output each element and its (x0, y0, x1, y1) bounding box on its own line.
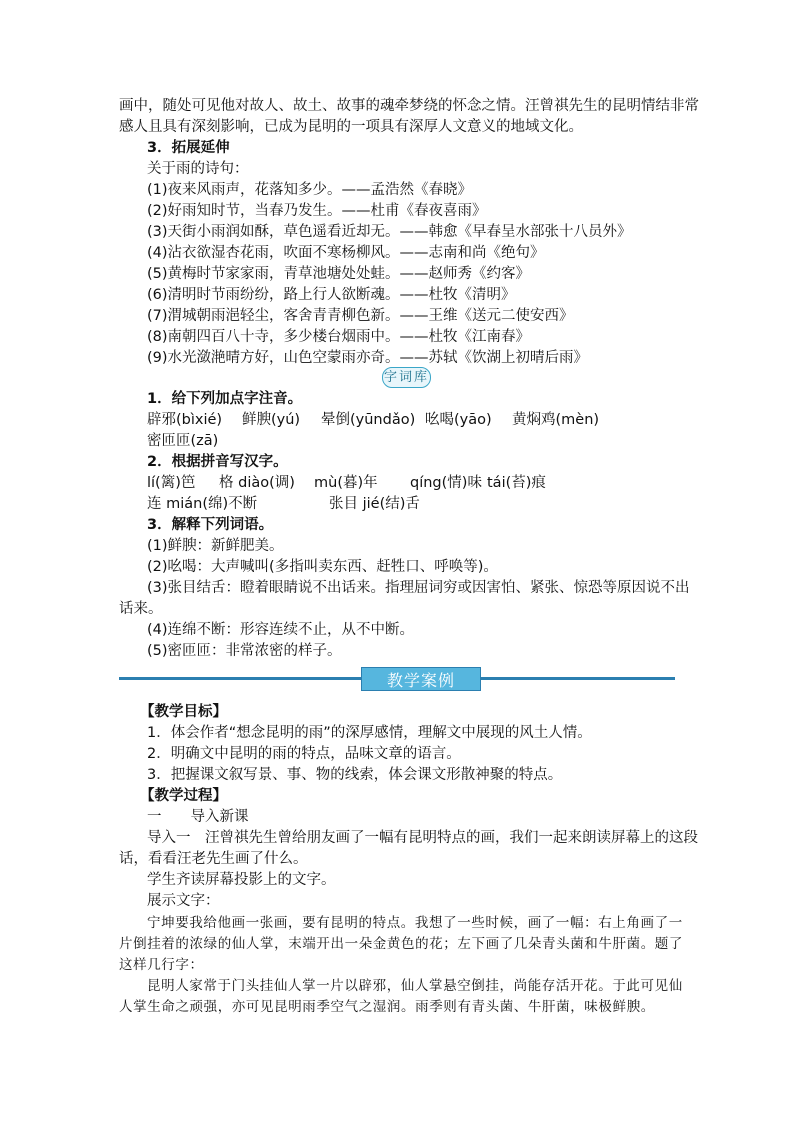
goal-line: 1．体会作者“想念昆明的雨”的深厚感情，理解文中展现的风土人情。 (147, 725, 592, 741)
goal-line: 3．把握课文叙写景、事、物的线索，体会课文形散神聚的特点。 (147, 767, 563, 783)
wordbank-badge (382, 367, 431, 388)
extend-heading: 3．拓展延伸 (147, 140, 230, 156)
intro-line-2: 感人且具有深刻影响，已成为昆明的一项具有深厚人文意义的地域文化。 (119, 119, 583, 135)
q3-line: (1)鲜腴：新鲜肥美。 (147, 538, 284, 554)
poem-line: (5)黄梅时节家家雨，青草池塘处处蛙。——赵师秀《约客》 (147, 266, 531, 282)
quote-line: 人掌生命之顽强，亦可见昆明雨季空气之湿润。雨季则有青头菌、牛肝菌，味极鲜腴。 (119, 999, 655, 1015)
q1-item: 密匝匝(zā) (147, 433, 219, 449)
banner-title: 教学案例 (386, 670, 455, 690)
q3-title: 3．解释下列词语。 (147, 517, 274, 533)
q2-row-1 (147, 473, 667, 493)
process-title: 【教学过程】 (140, 788, 227, 804)
poem-line: (6)清明时节雨纷纷，路上行人欲断魂。——杜牧《清明》 (147, 287, 516, 303)
read-instruction: 学生齐读屏幕投影上的文字。 (147, 872, 336, 888)
poem-line: (4)沾衣欲湿杏花雨，吹面不寒杨柳风。——志南和尚《绝句》 (147, 245, 545, 261)
q3-line: (4)连绵不断：形容连续不止，从不中断。 (147, 622, 415, 638)
q2-row-2 (147, 494, 667, 514)
quote-line: 昆明人家常于门头挂仙人掌一片以辟邪，仙人掌悬空倒挂，尚能存活开花。于此可见仙 (147, 978, 683, 994)
q1-items-row (147, 410, 667, 430)
q2-item: tái(苔)痕 (487, 475, 546, 491)
q2-item: lí(篱)笆 (147, 475, 196, 491)
quote-line: 片倒挂着的浓绿的仙人掌，末端开出一朵金黄色的花；左下画了几朵青头菌和牛肝菌。题了 (119, 936, 683, 952)
q2-item: 连 mián(绵)不断 (147, 496, 258, 512)
q1-item: 辟邪(bìxié) (147, 412, 223, 428)
quote-line: 宁坤要我给他画一张画，要有昆明的特点。我想了一些时候，画了一幅：右上角画了一 (147, 915, 683, 931)
q1-item: 吆喝(yāo) (425, 412, 492, 428)
goal-line: 2．明确文中昆明的雨的特点，品味文章的语言。 (147, 746, 461, 762)
q1-item: 晕倒(yūndǎo) (321, 412, 416, 428)
poem-line: (1)夜来风雨声，花落知多少。——孟浩然《春晓》 (147, 182, 473, 198)
q2-title: 2．根据拼音写汉字。 (147, 454, 288, 470)
poem-line: (3)天街小雨润如酥，草色遥看近却无。——韩愈《早春呈水部张十八员外》 (147, 224, 632, 240)
show-label: 展示文字： (147, 893, 220, 909)
q3-line: 话来。 (119, 601, 163, 617)
lead-in-line-2: 话，看看汪老先生画了什么。 (119, 851, 308, 867)
lead-in-line-1: 导入一 汪曾祺先生曾给朋友画了一幅有昆明特点的画，我们一起来朗读屏幕上的这段 (147, 830, 698, 846)
q1-item: 黄焖鸡(mèn) (512, 412, 600, 428)
q3-line: (2)吆喝：大声喊叫(多指叫卖东西、赶牲口、呼唤等)。 (147, 559, 498, 575)
poem-line: (8)南朝四百八十寺，多少楼台烟雨中。——杜牧《江南春》 (147, 329, 531, 345)
quote-line: 这样几行字： (119, 957, 204, 973)
q3-line: (3)张目结舌：瞪着眼睛说不出话来。指理屈词穷或因害怕、紧张、惊恐等原因说不出 (147, 580, 690, 596)
poem-line: (2)好雨知时节，当春乃发生。——杜甫《春夜喜雨》 (147, 203, 487, 219)
extend-lead: 关于雨的诗句： (147, 161, 249, 177)
q3-line: (5)密匝匝：非常浓密的样子。 (147, 643, 342, 659)
goals-title: 【教学目标】 (140, 704, 227, 720)
poem-line: (9)水光潋滟晴方好，山色空蒙雨亦奇。——苏轼《饮湖上初晴后雨》 (147, 350, 589, 366)
q2-item: 格 diào(调) (219, 475, 295, 491)
q2-item: mù(暮)年 (314, 475, 378, 491)
q1-item: 鲜腴(yú) (242, 412, 301, 428)
q1-title: 1．给下列加点字注音。 (147, 391, 303, 407)
q2-item: 张目 jié(结)舌 (329, 496, 420, 512)
q2-item: qíng(情)味 (410, 475, 482, 491)
banner-box (361, 667, 481, 691)
wordbank-badge-label: 字词库 (383, 370, 429, 385)
poem-line: (7)渭城朝雨浥轻尘，客舍青青柳色新。——王维《送元二使安西》 (147, 308, 574, 324)
step-heading: 一 导入新课 (147, 809, 249, 825)
section-banner (119, 667, 675, 691)
intro-line-1: 画中，随处可见他对故人、故土、故事的魂牵梦绕的怀念之情。汪曾祺先生的昆明情结非常 (119, 98, 699, 114)
